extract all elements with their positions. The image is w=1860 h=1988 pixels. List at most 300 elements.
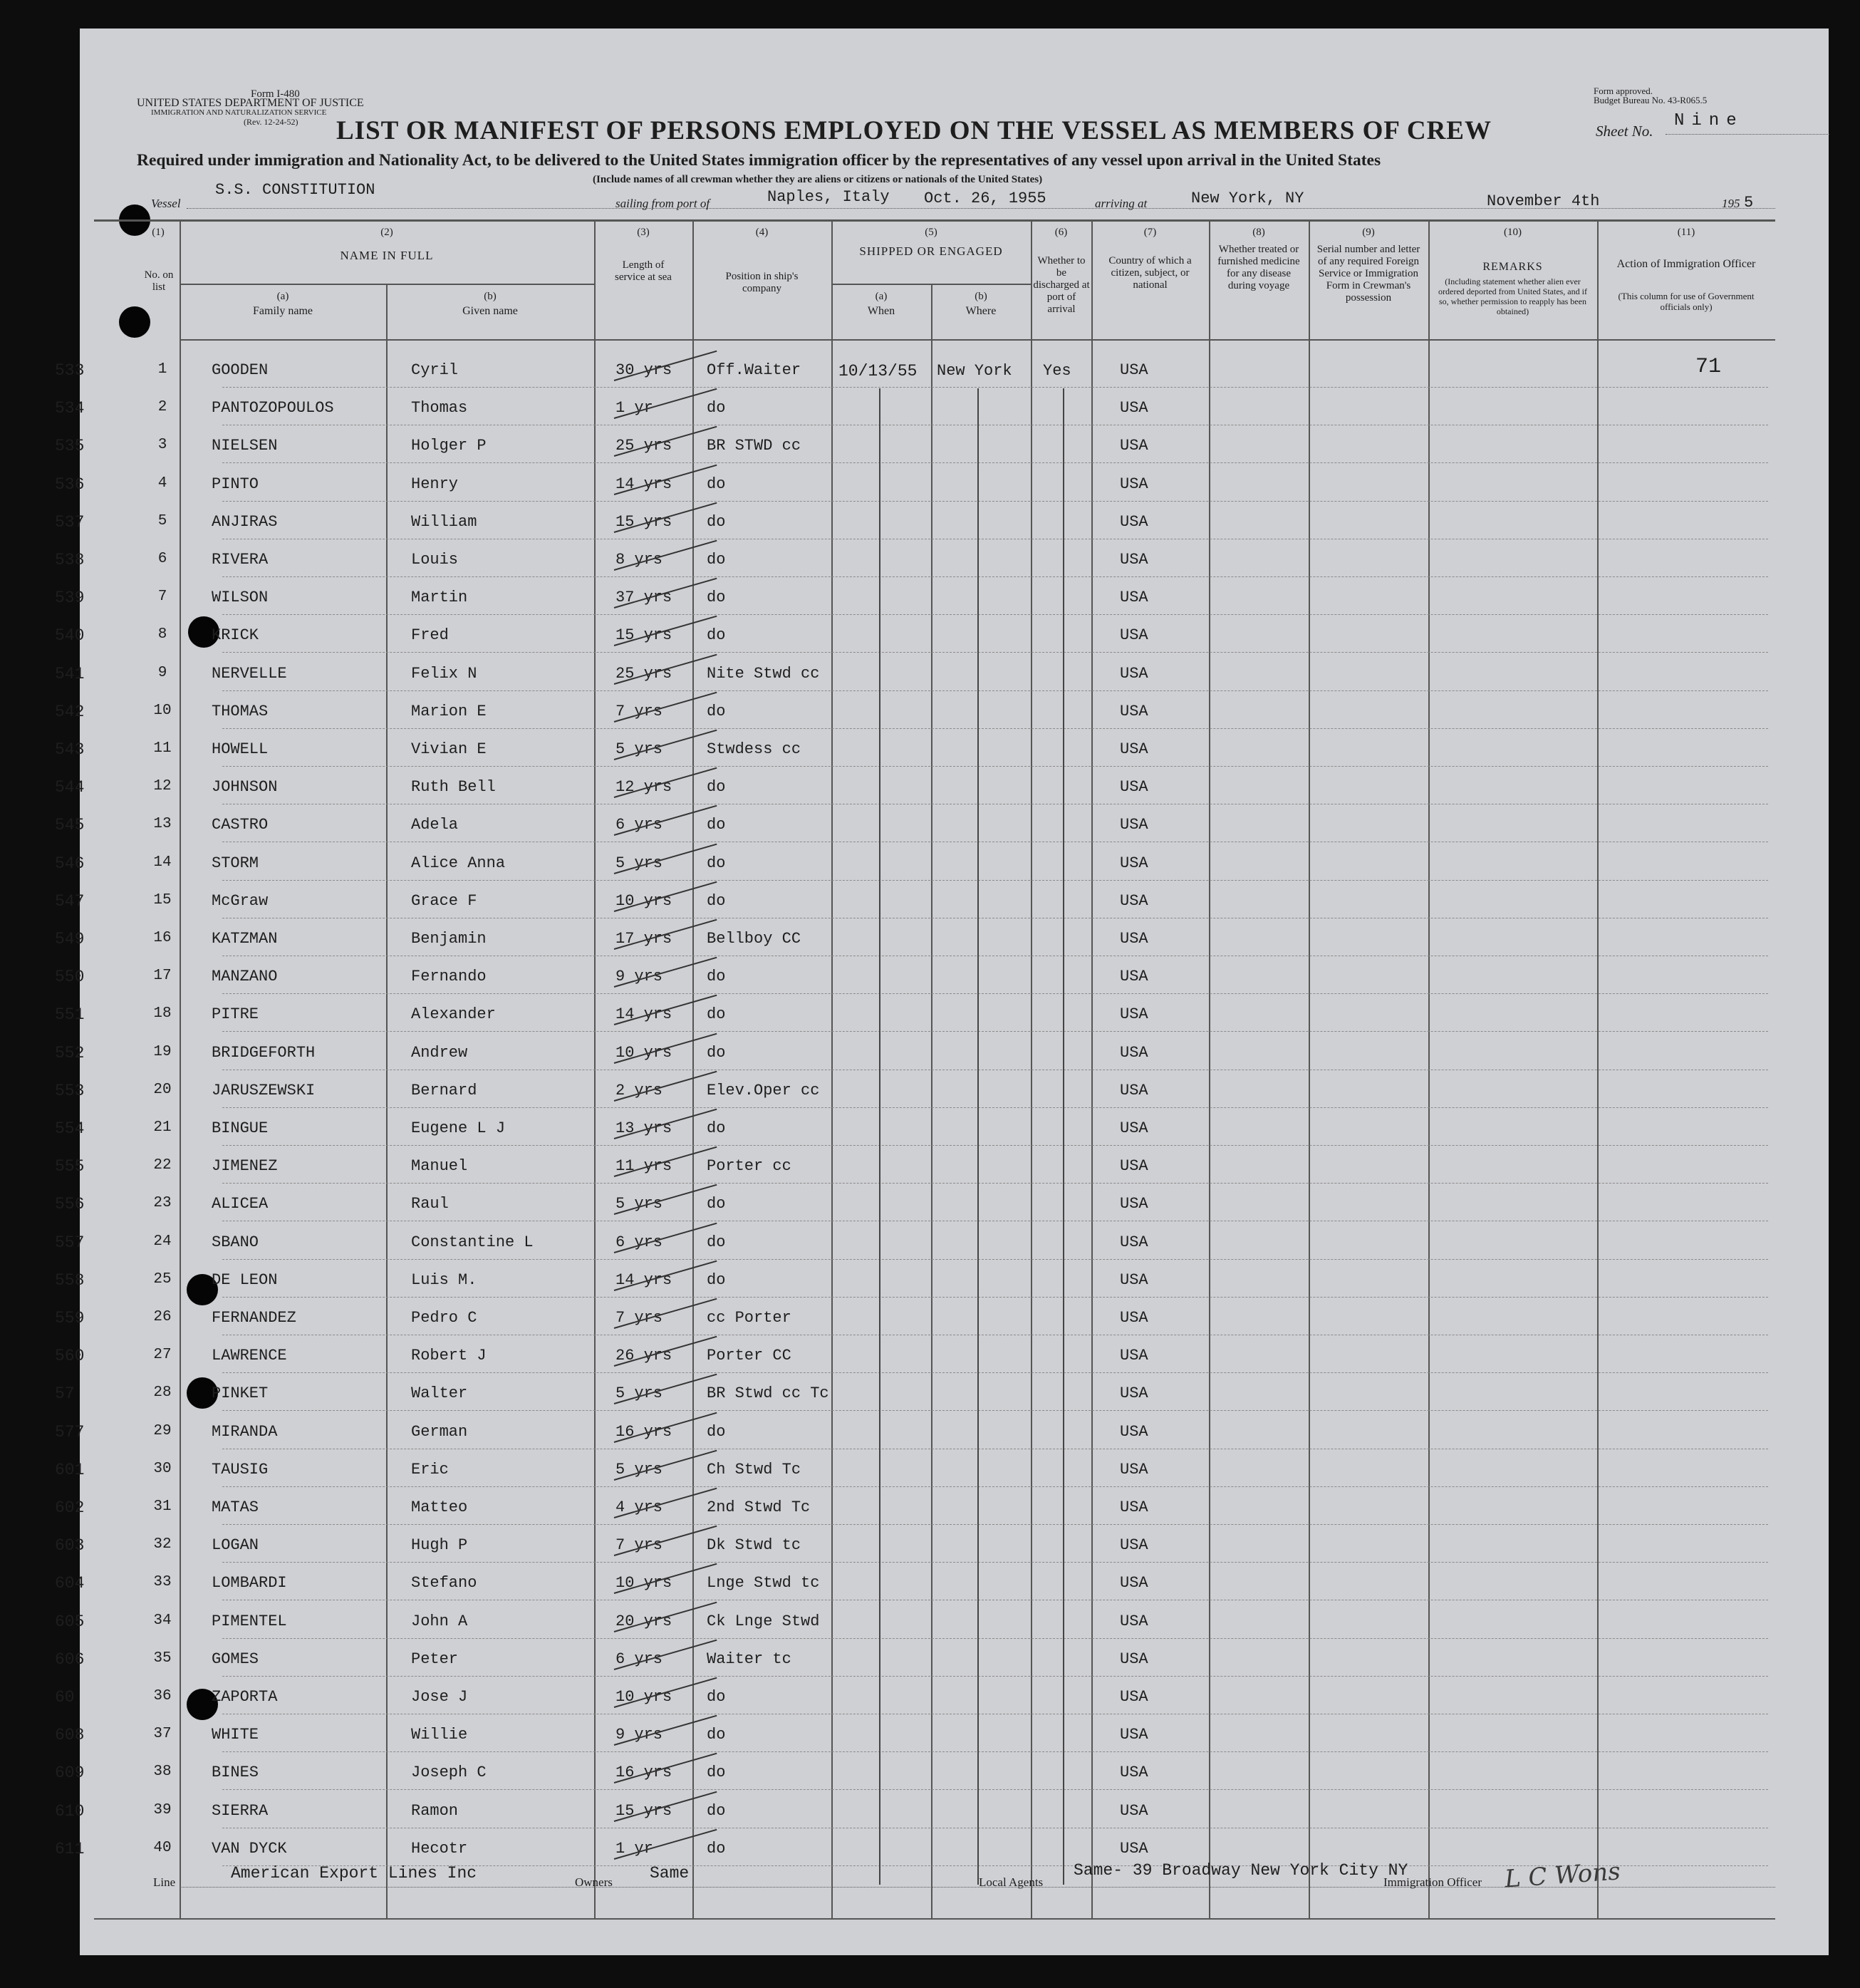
ship-position: Porter CC: [707, 1347, 791, 1365]
country-of-citizenship: USA: [1120, 1119, 1148, 1137]
country-of-citizenship: USA: [1120, 740, 1148, 758]
row-list-number: 8: [157, 626, 167, 643]
country-of-citizenship: USA: [1120, 1081, 1148, 1099]
row-list-number: 7: [157, 589, 167, 606]
country-of-citizenship: USA: [1120, 1309, 1148, 1327]
approval-line-2: Budget Bureau No. 43-R065.5: [1594, 95, 1708, 105]
family-name: McGraw: [212, 891, 269, 910]
ship-position: do: [707, 589, 726, 607]
row-list-number: 9: [157, 664, 167, 681]
ship-position: do: [707, 1005, 726, 1024]
where-letter: (b): [975, 291, 987, 302]
row-list-number: 31: [153, 1498, 172, 1515]
ship-position: do: [707, 1764, 726, 1782]
where-header: Where: [965, 305, 997, 317]
ship-position: Lnge Stwd tc: [707, 1574, 820, 1593]
row-divider: [222, 766, 1768, 767]
given-name: Raul: [411, 1195, 449, 1213]
row-reference-number: 601: [55, 1460, 85, 1479]
owners-value: Same: [650, 1864, 690, 1883]
given-name: Andrew: [411, 1043, 468, 1062]
ship-position: BR STWD cc: [707, 437, 801, 455]
col5-number: (5): [925, 227, 937, 238]
country-of-citizenship: USA: [1120, 399, 1148, 418]
length-of-service: 30 yrs: [615, 361, 672, 379]
crew-row: [55, 1263, 1829, 1300]
country-of-citizenship: USA: [1120, 1498, 1148, 1516]
row-reference-number: 60: [55, 1688, 75, 1707]
row-divider: [222, 1259, 1768, 1260]
vessel-line-underline: [187, 208, 1775, 209]
crew-row: [55, 1186, 1829, 1224]
given-name: Eric: [411, 1460, 449, 1479]
length-of-service: 26 yrs: [615, 1347, 672, 1365]
col4-number: (4): [755, 227, 769, 238]
length-of-service: 1 yr: [615, 1839, 653, 1858]
row-reference-number: 551: [55, 1005, 85, 1025]
length-of-service: 20 yrs: [615, 1612, 672, 1630]
given-name: Luis M.: [411, 1270, 477, 1289]
country-of-citizenship: USA: [1120, 854, 1148, 872]
col8-number: (8): [1252, 227, 1265, 238]
length-of-service: 5 yrs: [615, 1460, 663, 1479]
family-name: FERNANDEZ: [212, 1309, 296, 1327]
row-reference-number: 603: [55, 1536, 85, 1555]
length-header: Length of service at sea: [615, 259, 672, 283]
arriving-label: arriving at: [1095, 197, 1148, 210]
line-value: American Export Lines Inc: [231, 1864, 477, 1883]
length-of-service: 5 yrs: [615, 740, 663, 758]
family-name: BRIDGEFORTH: [212, 1043, 316, 1062]
agents-value: Same- 39 Broadway New York City NY: [1074, 1861, 1408, 1880]
given-name: Felix N: [411, 664, 477, 683]
country-of-citizenship: USA: [1120, 1384, 1148, 1403]
year-prefix: 195: [1722, 197, 1740, 210]
row-reference-number: 602: [55, 1498, 85, 1517]
crew-row: [55, 1528, 1829, 1565]
length-of-service: 2 yrs: [615, 1081, 663, 1099]
given-name: Holger P: [411, 437, 487, 455]
given-name: Constantine L: [411, 1233, 534, 1251]
row-reference-number: 553: [55, 1081, 85, 1100]
given-name: John A: [411, 1612, 468, 1630]
remarks-header: REMARKS: [1482, 261, 1543, 273]
table-top-rule: [94, 219, 1775, 222]
given-name: Martin: [411, 589, 468, 607]
family-name: LOGAN: [212, 1536, 259, 1555]
row-list-number: 20: [153, 1081, 172, 1098]
country-of-citizenship: USA: [1120, 1043, 1148, 1062]
length-of-service: 7 yrs: [615, 1309, 663, 1327]
row-divider: [222, 1031, 1768, 1032]
given-name: Fred: [411, 626, 449, 645]
crew-row: [55, 1035, 1829, 1073]
family-name: MIRANDA: [212, 1422, 278, 1441]
row-reference-number: 611: [55, 1839, 85, 1858]
crew-row: [55, 1149, 1829, 1186]
given-name: Adela: [411, 816, 459, 834]
crew-row: [55, 997, 1829, 1035]
given-name: Willie: [411, 1726, 468, 1744]
row-list-number: 37: [153, 1726, 172, 1743]
length-of-service: 10 yrs: [615, 1688, 672, 1706]
family-name: DE LEON: [212, 1270, 278, 1289]
crew-row: [55, 884, 1829, 921]
crew-row: [55, 390, 1829, 428]
given-name-header: Given name: [462, 305, 518, 317]
family-name: KRICK: [212, 626, 259, 645]
crew-row: [55, 1111, 1829, 1149]
family-name: GOMES: [212, 1650, 259, 1668]
length-of-service: 25 yrs: [615, 437, 672, 455]
row-divider: [222, 1486, 1768, 1487]
sheet-underline: [1666, 134, 1829, 135]
row-reference-number: 545: [55, 816, 85, 835]
row-reference-number: 556: [55, 1195, 85, 1214]
approval-line-1: Form approved.: [1594, 86, 1653, 96]
length-of-service: 6 yrs: [615, 1650, 663, 1668]
row-reference-number: 605: [55, 1612, 85, 1631]
row-divider: [222, 1183, 1768, 1184]
family-name: SIERRA: [212, 1801, 269, 1820]
row-list-number: 22: [153, 1157, 172, 1174]
row-divider: [222, 387, 1768, 388]
crew-row: [55, 1604, 1829, 1642]
ship-position: cc Porter: [707, 1309, 791, 1327]
country-of-citizenship: USA: [1120, 1574, 1148, 1593]
country-of-citizenship: USA: [1120, 1270, 1148, 1289]
row-reference-number: 537: [55, 512, 85, 532]
given-name: Jose J: [411, 1688, 468, 1706]
ship-position: Dk Stwd tc: [707, 1536, 801, 1555]
crew-row: [55, 732, 1829, 770]
given-name: Ruth Bell: [411, 778, 496, 797]
length-of-service: 14 yrs: [615, 1270, 672, 1289]
country-of-citizenship: USA: [1120, 1650, 1148, 1668]
row-list-number: 30: [153, 1460, 172, 1477]
row-list-number: 6: [157, 551, 167, 567]
given-name: Hecotr: [411, 1839, 468, 1858]
crew-row: [55, 1793, 1829, 1831]
row-reference-number: 539: [55, 589, 85, 608]
row-list-number: 36: [153, 1688, 172, 1704]
country-of-citizenship: USA: [1120, 361, 1148, 379]
col-no-header: No. on list: [144, 269, 174, 293]
line-label: Line: [153, 1875, 176, 1889]
row-reference-number: 542: [55, 702, 85, 721]
country-of-citizenship: USA: [1120, 1005, 1148, 1024]
crew-row: [55, 656, 1829, 694]
row-divider: [222, 1562, 1768, 1563]
remarks-subheader: (Including statement whether alien ever ordered deported from United States, and if so, whether permission to reapply has been obtained): [1438, 276, 1587, 316]
crew-row: [55, 807, 1829, 845]
crew-row: [55, 1073, 1829, 1111]
country-of-citizenship: USA: [1120, 968, 1148, 986]
ditto-mark-where: [977, 388, 979, 1885]
row-divider: [222, 576, 1768, 577]
row-divider: [222, 690, 1768, 691]
ditto-mark-when: [879, 388, 880, 1885]
country-of-citizenship: USA: [1120, 1347, 1148, 1365]
family-name: MANZANO: [212, 968, 278, 986]
ship-position: Waiter tc: [707, 1650, 791, 1668]
row-divider: [222, 1107, 1768, 1108]
length-of-service: 4 yrs: [615, 1498, 663, 1516]
length-of-service: 12 yrs: [615, 778, 672, 797]
family-name: LAWRENCE: [212, 1347, 287, 1365]
crew-row: [55, 1300, 1829, 1338]
length-of-service: 37 yrs: [615, 589, 672, 607]
row-divider: [222, 1297, 1768, 1298]
family-name: CASTRO: [212, 816, 269, 834]
length-of-service: 9 yrs: [615, 968, 663, 986]
row-reference-number: 533: [55, 361, 85, 380]
footer-rule: [94, 1918, 1775, 1920]
ship-position: do: [707, 1688, 726, 1706]
country-of-citizenship: USA: [1120, 1764, 1148, 1782]
owners-label: Owners: [575, 1875, 613, 1889]
ship-position: Porter cc: [707, 1157, 791, 1176]
row-reference-number: 560: [55, 1347, 85, 1366]
row-reference-number: 541: [55, 664, 85, 683]
length-of-service: 25 yrs: [615, 664, 672, 683]
row-list-number: 27: [153, 1347, 172, 1364]
country-of-citizenship: USA: [1120, 626, 1148, 645]
ship-position: do: [707, 1195, 726, 1213]
country-of-citizenship: USA: [1120, 664, 1148, 683]
row-list-number: 39: [153, 1801, 172, 1818]
arrival-date: November 4th: [1487, 192, 1600, 210]
discharged-value: Yes: [1043, 362, 1071, 380]
crew-row: [55, 1414, 1829, 1452]
row-list-number: 38: [153, 1764, 172, 1781]
crew-row: [55, 770, 1829, 807]
crew-row: [55, 1376, 1829, 1414]
row-reference-number: 555: [55, 1157, 85, 1176]
given-name: Pedro C: [411, 1309, 477, 1327]
length-of-service: 15 yrs: [615, 626, 672, 645]
row-divider: [222, 728, 1768, 729]
country-of-citizenship: USA: [1120, 1233, 1148, 1251]
country-of-citizenship: USA: [1120, 1688, 1148, 1706]
row-list-number: 24: [153, 1233, 172, 1250]
crew-row: [55, 618, 1829, 656]
row-reference-number: 549: [55, 930, 85, 948]
family-name: RIVERA: [212, 551, 269, 569]
row-list-number: 29: [153, 1422, 172, 1439]
crew-row: [55, 959, 1829, 997]
length-of-service: 16 yrs: [615, 1764, 672, 1782]
ship-position: do: [707, 1422, 726, 1441]
family-name: PIMENTEL: [212, 1612, 287, 1630]
row-list-number: 33: [153, 1574, 172, 1591]
given-name: Vivian E: [411, 740, 487, 758]
crew-row: [55, 1717, 1829, 1755]
ship-position: do: [707, 854, 726, 872]
country-of-citizenship: USA: [1120, 1612, 1148, 1630]
country-of-citizenship: USA: [1120, 891, 1148, 910]
given-name: Ramon: [411, 1801, 459, 1820]
crew-row: [55, 846, 1829, 884]
family-name: JOHNSON: [212, 778, 278, 797]
family-name-header: Family name: [253, 305, 313, 317]
ship-position: do: [707, 778, 726, 797]
ship-position: do: [707, 626, 726, 645]
family-name: SBANO: [212, 1233, 259, 1251]
length-of-service: 14 yrs: [615, 475, 672, 493]
family-name: WHITE: [212, 1726, 259, 1744]
officer-signature: L C Wons: [1503, 1857, 1621, 1894]
country-of-citizenship: USA: [1120, 778, 1148, 797]
given-name: Cyril: [411, 361, 459, 379]
shipped-where: New York: [937, 362, 1012, 380]
given-name: Marion E: [411, 702, 487, 720]
row-reference-number: 535: [55, 437, 85, 456]
row-list-number: 12: [153, 778, 172, 795]
ship-position: do: [707, 891, 726, 910]
when-letter: (a): [875, 291, 888, 302]
ship-position: do: [707, 1801, 726, 1820]
row-reference-number: 606: [55, 1650, 85, 1669]
length-of-service: 17 yrs: [615, 930, 672, 948]
action-subheader: (This column for use of Government officials only): [1618, 291, 1755, 312]
crew-row: [55, 1225, 1829, 1263]
family-name: ALICEA: [212, 1195, 269, 1213]
row-list-number: 5: [157, 512, 167, 529]
crew-row: [55, 1679, 1829, 1717]
length-of-service: 1 yr: [615, 399, 653, 418]
given-name: Louis: [411, 551, 459, 569]
country-of-citizenship: USA: [1120, 816, 1148, 834]
family-name: MATAS: [212, 1498, 259, 1516]
given-name: Peter: [411, 1650, 459, 1668]
row-divider: [222, 1524, 1768, 1525]
officer-label: Immigration Officer: [1383, 1875, 1482, 1889]
when-header: When: [867, 305, 895, 317]
family-name: NIELSEN: [212, 437, 278, 455]
country-of-citizenship: USA: [1120, 1536, 1148, 1555]
row-list-number: 1: [157, 361, 167, 378]
given-name: Eugene L J: [411, 1119, 506, 1137]
footer-underline: [180, 1887, 1775, 1888]
family-name: STORM: [212, 854, 259, 872]
row-divider: [222, 652, 1768, 653]
ship-position: do: [707, 551, 726, 569]
crew-row: [55, 580, 1829, 618]
ship-position: do: [707, 1726, 726, 1744]
row-divider: [222, 1638, 1768, 1639]
col6-number: (6): [1054, 227, 1068, 238]
row-divider: [222, 1751, 1768, 1752]
row-reference-number: 538: [55, 551, 85, 569]
ship-position: do: [707, 1119, 726, 1137]
service-label: IMMIGRATION AND NATURALIZATION SERVICE: [151, 108, 327, 117]
row-list-number: 18: [153, 1005, 172, 1023]
length-of-service: 5 yrs: [615, 1195, 663, 1213]
length-of-service: 5 yrs: [615, 854, 663, 872]
ship-position: Nite Stwd cc: [707, 664, 820, 683]
length-of-service: 11 yrs: [615, 1157, 672, 1176]
length-of-service: 6 yrs: [615, 816, 663, 834]
form-title: LIST OR MANIFEST OF PERSONS EMPLOYED ON THE VESSEL AS MEMBERS OF CREW: [336, 116, 1492, 145]
row-reference-number: 610: [55, 1801, 85, 1821]
row-list-number: 21: [153, 1119, 172, 1136]
department-label: UNITED STATES DEPARTMENT OF JUSTICE: [137, 97, 364, 109]
country-of-citizenship: USA: [1120, 1195, 1148, 1213]
crew-row: [55, 1452, 1829, 1490]
given-name: Thomas: [411, 399, 468, 418]
given-name: Fernando: [411, 968, 487, 986]
col7-number: (7): [1143, 227, 1157, 238]
family-name: BINGUE: [212, 1119, 269, 1137]
row-list-number: 10: [153, 702, 172, 719]
row-reference-number: 557: [55, 1233, 85, 1252]
row-reference-number: 544: [55, 778, 85, 797]
row-reference-number: 552: [55, 1043, 85, 1062]
given-name: Alice Anna: [411, 854, 506, 872]
row-reference-number: 554: [55, 1119, 85, 1138]
row-divider: [222, 1410, 1768, 1411]
family-name: BINES: [212, 1764, 259, 1782]
ship-position: BR Stwd cc Tc: [707, 1384, 829, 1403]
ship-position: do: [707, 1233, 726, 1251]
family-name: THOMAS: [212, 702, 269, 720]
row-list-number: 11: [153, 740, 172, 757]
country-of-citizenship: USA: [1120, 1726, 1148, 1744]
row-list-number: 25: [153, 1270, 172, 1288]
header-bottom-rule: [180, 339, 1775, 341]
col3-number: (3): [637, 227, 650, 238]
crew-row: [55, 1490, 1829, 1528]
ship-position: Ch Stwd Tc: [707, 1460, 801, 1479]
ship-position: Ck Lnge Stwd: [707, 1612, 820, 1630]
row-divider: [222, 501, 1768, 502]
row-divider: [222, 1789, 1768, 1790]
family-name: JIMENEZ: [212, 1157, 278, 1176]
ship-position: Elev.Oper cc: [707, 1081, 820, 1099]
row-list-number: 19: [153, 1043, 172, 1060]
family-name: PINTO: [212, 475, 259, 493]
row-reference-number: 558: [55, 1270, 85, 1290]
shipped-when: 10/13/55: [838, 362, 918, 380]
length-of-service: 10 yrs: [615, 1043, 672, 1062]
family-name: LOMBARDI: [212, 1574, 287, 1593]
sailing-label: sailing from port of: [615, 197, 710, 210]
row-divider: [222, 993, 1768, 994]
col2-number: (2): [380, 227, 393, 238]
given-name: Stefano: [411, 1574, 477, 1593]
agents-label: Local Agents: [979, 1875, 1044, 1889]
ship-position: do: [707, 1043, 726, 1062]
given-name: Henry: [411, 475, 459, 493]
ship-position: Off.Waiter: [707, 361, 801, 379]
ship-position: do: [707, 1839, 726, 1858]
ship-position: Bellboy CC: [707, 930, 801, 948]
manifest-sheet: [55, 29, 1829, 1955]
country-of-citizenship: USA: [1120, 437, 1148, 455]
col9-number: (9): [1362, 227, 1375, 238]
country-of-citizenship: USA: [1120, 1801, 1148, 1820]
port-of-departure: Naples, Italy: [767, 188, 890, 206]
row-divider: [222, 1145, 1768, 1146]
ship-position: do: [707, 702, 726, 720]
crew-row: [55, 504, 1829, 542]
punch-hole: [119, 306, 150, 338]
row-list-number: 17: [153, 968, 172, 985]
sheet-number: Nine: [1674, 111, 1744, 130]
row-list-number: 35: [153, 1650, 172, 1667]
country-of-citizenship: USA: [1120, 1157, 1148, 1176]
